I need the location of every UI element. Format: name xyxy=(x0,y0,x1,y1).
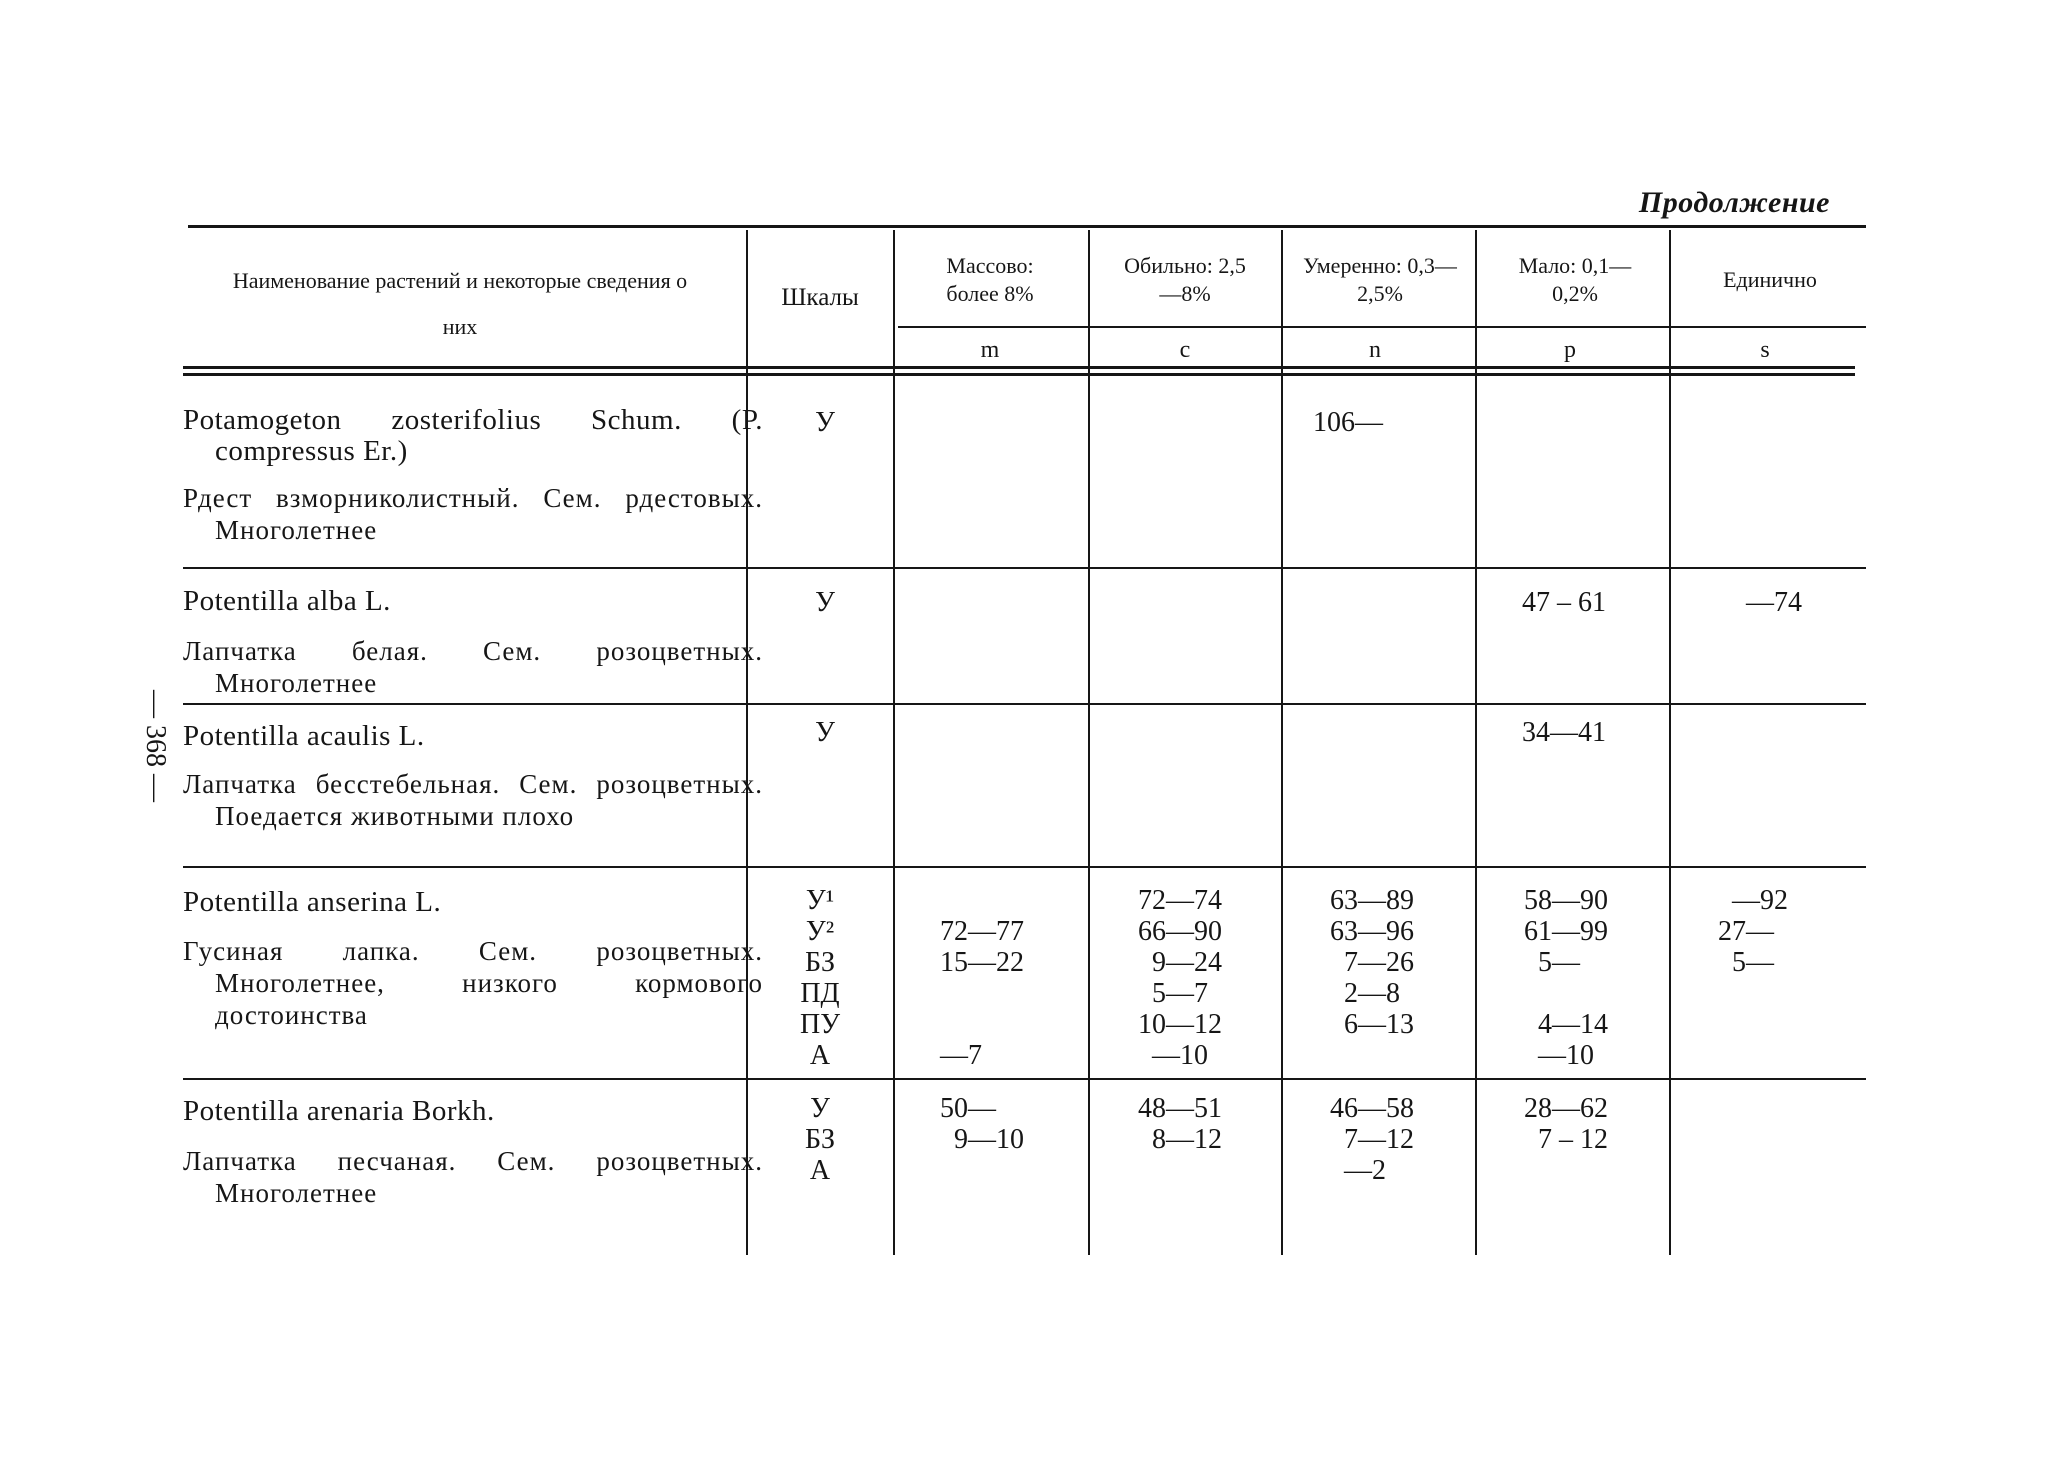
value-n: 106— xyxy=(1313,407,1383,438)
col-rule-5 xyxy=(1475,230,1477,1255)
value-s: —92 27— 5— xyxy=(1718,885,1788,978)
value-c: 72—74 66—90 9—24 5—7 10—12 —10 xyxy=(1138,885,1222,1071)
header-code-c: c xyxy=(1179,337,1191,363)
scales-cell: У¹ У² БЗ ПД ПУ А xyxy=(799,885,841,1071)
continuation-label: Продолжение xyxy=(1638,186,1830,219)
russian-name: Лапчатка белая. Сем. розоцветных. Многолетнее xyxy=(183,636,763,698)
russian-name: Гусиная лапка. Сем. розоцветных. Многолетнее, низкого кормового достоинства xyxy=(183,936,763,1030)
russian-name: Лапчатка песчаная. Сем. розоцветных. Многолетнее xyxy=(183,1146,763,1208)
value-n: 63—89 63—96 7—26 2—8 6—13 xyxy=(1330,885,1414,1040)
latin-name: Potentilla anserina L. xyxy=(183,886,442,918)
row-rule-2 xyxy=(183,703,1866,705)
value-p: 47 – 61 xyxy=(1522,587,1606,618)
header-code-n: n xyxy=(1369,337,1381,363)
col-rule-6 xyxy=(1669,230,1671,1255)
value-s: —74 xyxy=(1746,587,1802,618)
col-rule-1 xyxy=(746,230,748,1255)
value-p: 34—41 xyxy=(1522,717,1606,748)
latin-name: Potentilla alba L. xyxy=(183,585,391,617)
scales-cell: У xyxy=(815,717,835,748)
row-rule-4 xyxy=(183,1078,1866,1080)
russian-name: Лапчатка бесстебельная. Сем. розоцветных. Поедается животными плохо xyxy=(183,769,763,831)
value-n: 46—58 7—12 —2 xyxy=(1330,1093,1414,1186)
col-rule-2 xyxy=(893,230,895,1255)
col-rule-3 xyxy=(1088,230,1090,1255)
row-rule-3 xyxy=(183,866,1866,868)
header-umerenno: Умеренно: 0,3—2,5% xyxy=(1303,253,1457,306)
scales-cell: У xyxy=(815,407,835,438)
header-edinichno: Единично xyxy=(1723,267,1817,292)
value-c: 48—51 8—12 xyxy=(1138,1093,1222,1155)
value-m: 72—77 15—22 —7 xyxy=(940,916,1024,1071)
header-bottom-rule-left xyxy=(183,366,1855,369)
header-code-p: p xyxy=(1564,337,1576,363)
header-code-s: s xyxy=(1760,337,1770,363)
row-rule-1 xyxy=(183,567,1866,569)
header-name-col: Наименование растений и некоторые сведения о них xyxy=(232,268,688,339)
header-bottom-rule xyxy=(183,373,1855,376)
page-number: — 368 — xyxy=(140,690,171,802)
latin-name: Potentilla acaulis L. xyxy=(183,720,425,752)
header-obilno: Обильно: 2,5—8% xyxy=(1124,253,1246,306)
scales-cell: У БЗ А xyxy=(804,1093,836,1186)
header-scales-col: Шкалы xyxy=(781,284,859,311)
latin-name: Potentilla arenaria Borkh. xyxy=(183,1095,495,1127)
header-mid-rule xyxy=(898,326,1866,328)
russian-name: Рдест взморниколистный. Сем. рдестовых. Многолетнее xyxy=(183,483,763,545)
top-rule xyxy=(188,225,1866,228)
header-malo: Мало: 0,1—0,2% xyxy=(1518,253,1632,306)
value-m: 50— 9—10 xyxy=(940,1093,1024,1155)
latin-name: Potamogeton zosterifolius Schum. (P. compressus Er.) xyxy=(183,404,763,467)
col-rule-4 xyxy=(1281,230,1283,1255)
header-code-m: m xyxy=(980,337,1000,363)
header-massovo: Массово: более 8% xyxy=(946,253,1034,306)
value-p: 58—90 61—99 5— 4—14 —10 xyxy=(1524,885,1608,1071)
scales-cell: У xyxy=(815,587,835,618)
value-p: 28—62 7 – 12 xyxy=(1524,1093,1608,1155)
